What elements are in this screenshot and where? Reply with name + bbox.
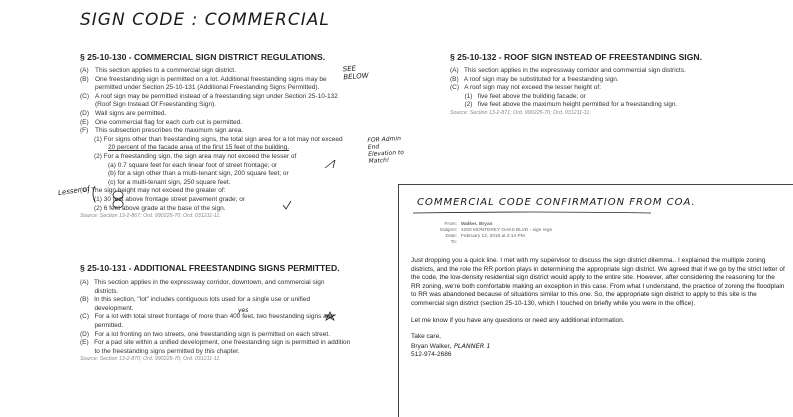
rule-g1: (1) 30 feet above frontage street pavement grade; or xyxy=(94,195,246,203)
from-label: From: xyxy=(444,222,457,227)
list-item: (C) A roof sign may not exceed the lesser height of: xyxy=(450,84,602,92)
list-item: districts. xyxy=(80,287,119,295)
date-value: February 12, 2015 at 2:14 PM xyxy=(461,234,525,239)
list-item: (A) This section applies in the expressway corridor and commercial sign districts. xyxy=(450,67,686,74)
page-title: SIGN CODE : COMMERCIAL xyxy=(80,10,330,30)
rule-f2: (2) For a freestanding sign, the sign area may not exceed the lesser of xyxy=(94,152,297,160)
list-item: (E) For a pad site within a unified development, one freestanding sign is permitted in addition xyxy=(80,339,351,347)
to-label: To: xyxy=(450,240,457,245)
item-text: A roof sign may be permitted instead of a freestanding sign under Section 25-10-132 xyxy=(95,92,338,100)
list-item: permitted. xyxy=(80,321,124,329)
from-value: Walker, Bryan xyxy=(461,222,493,227)
email-paragraph: Let me know if you have any questions or need any additional information. xyxy=(411,316,625,324)
subject-label: Subject: xyxy=(439,228,457,233)
email-paragraph: Just dropping you a quick line. I met with my supervisor to discuss the sign district dilemma.. I explained the multiple zoning districts, and the role the RR portion plays in determining the appropriate sign district. We agreed that if we go by the strict letter of the code, the low-density residential sign district would apply to the entire site. However, after considering the reasoning for the RR zoning, we're both comfortable making an exception in this case. From what I understand, the practice of zoning the floodplain to RR was abandoned because of situations similar to this one. So, the appropriate sign district to apply to this site is the commercial sign district (section 25-10-130, which I touched on briefly while you were in the office). xyxy=(411,257,785,307)
rule-f1b: 20 percent of the facade area of the first 15 feet of the building. xyxy=(108,144,290,152)
handwritten-note-see-below: SEE BELOW xyxy=(342,64,369,82)
list-item: development. xyxy=(80,304,134,312)
subject-value: 4200 MONTEREY OAKS BLVD - sign regs xyxy=(461,228,552,233)
item-text: Wall signs are permitted. xyxy=(95,109,167,117)
item-text: This subsection prescribes the maximum sign area. xyxy=(95,127,244,135)
list-item: to the freestanding signs permitted by this chapter. xyxy=(80,347,240,355)
title-underline xyxy=(413,211,653,215)
item-text: permitted under Section 25-10-131 (Additional Freestanding Signs Permitted). xyxy=(95,84,320,92)
list-item: (C) For a lot with total street frontage of more than 400 feet, two freestanding signs are xyxy=(80,313,333,321)
list-item: (A) This section applies in the expressway corridor, downtown, and commercial sign xyxy=(80,279,325,286)
section-heading: § 25-10-132 - ROOF SIGN INSTEAD OF FREESTANDING SIGN. xyxy=(450,52,702,62)
item-text: (Roof Sign Instead Of Freestanding Sign). xyxy=(95,101,217,109)
signer-phone: 512-974-2686 xyxy=(411,351,452,359)
list-item: (1) five feet above the building facade; or xyxy=(450,92,586,100)
item-marker: (B) xyxy=(80,75,89,83)
check-mark xyxy=(283,201,291,209)
list-item: (B) A roof sign may be substituted for a freestanding sign. xyxy=(450,75,619,83)
handwritten-note-plan: FOR Admin End Elevation to Match! xyxy=(367,135,405,165)
star-mark xyxy=(325,312,335,320)
bracket-mark xyxy=(93,186,95,202)
item-text: One commercial flag for each curb cut is permitted. xyxy=(95,118,243,126)
item-text: This section applies to a commercial sign district. xyxy=(95,67,236,74)
signer-title: , PLANNER 1 xyxy=(449,341,491,350)
rule-f2b: (b) for a sign other than a multi-tenant sign, 200 square feet; or xyxy=(108,170,289,178)
handwritten-note-lesser: Lesser of xyxy=(57,184,91,198)
signer-name: Bryan Walker xyxy=(411,342,450,350)
date-label: Date: xyxy=(445,234,457,239)
sign-off: Take care, xyxy=(411,333,441,341)
circle-b-mark xyxy=(113,200,123,208)
email-body xyxy=(411,257,786,360)
section-heading: § 25-10-131 - ADDITIONAL FREESTANDING SIGNS PERMITTED. xyxy=(80,263,340,273)
rule-g: (G) The sign height may not exceed the greater of: xyxy=(80,187,226,195)
arrow-mark xyxy=(325,160,335,168)
source-note: Source: Section 13-2-870; Ord. 990225-70; Ord. 031211-11. xyxy=(80,356,221,363)
circle-a-mark xyxy=(113,191,123,199)
list-item: (B) In this section, "lot" includes contiguous lots used for a single use or unified xyxy=(80,296,311,304)
rule-f2c: (c) for a multi-tenant sign, 250 square feet. xyxy=(108,178,231,186)
rule-f1a: (1) For signs other than freestanding signs, the total sign area for a lot may not exceed xyxy=(94,135,343,143)
rule-g2: (2) 6 feet above grade at the base of the sign. xyxy=(94,204,226,212)
email-panel-title: COMMERCIAL CODE CONFIRMATION FROM COA. xyxy=(417,197,696,208)
item-marker: (F) xyxy=(80,127,89,135)
section-heading: § 25-10-130 - COMMERCIAL SIGN DISTRICT REGULATIONS. xyxy=(80,52,326,62)
handwritten-note-yes: yes xyxy=(238,307,249,314)
list-item: (2) five feet above the maximum height permitted for a freestanding sign. xyxy=(450,101,678,109)
rule-f2a: (a) 0.7 square feet for each linear foot of street frontage; or xyxy=(108,161,278,169)
source-note: Source: Section 13-2-867; Ord. 990225-70; Ord. 031211-11. xyxy=(80,213,221,220)
item-marker: (C) xyxy=(80,92,90,100)
item-text: One freestanding sign is permitted on a lot. Additional freestanding signs may be xyxy=(95,75,327,83)
email-panel xyxy=(398,184,793,417)
item-marker: (D) xyxy=(80,109,90,117)
list-item: (D) For a lot fronting on two streets, one freestanding sign is permitted on each street. xyxy=(80,330,331,338)
source-note: Source: Section 13-2-871; Ord. 990225-70; Ord. 031211-11. xyxy=(450,109,591,116)
item-marker: (A) xyxy=(80,67,89,74)
email-headers xyxy=(429,222,552,246)
item-marker: (E) xyxy=(80,118,89,126)
